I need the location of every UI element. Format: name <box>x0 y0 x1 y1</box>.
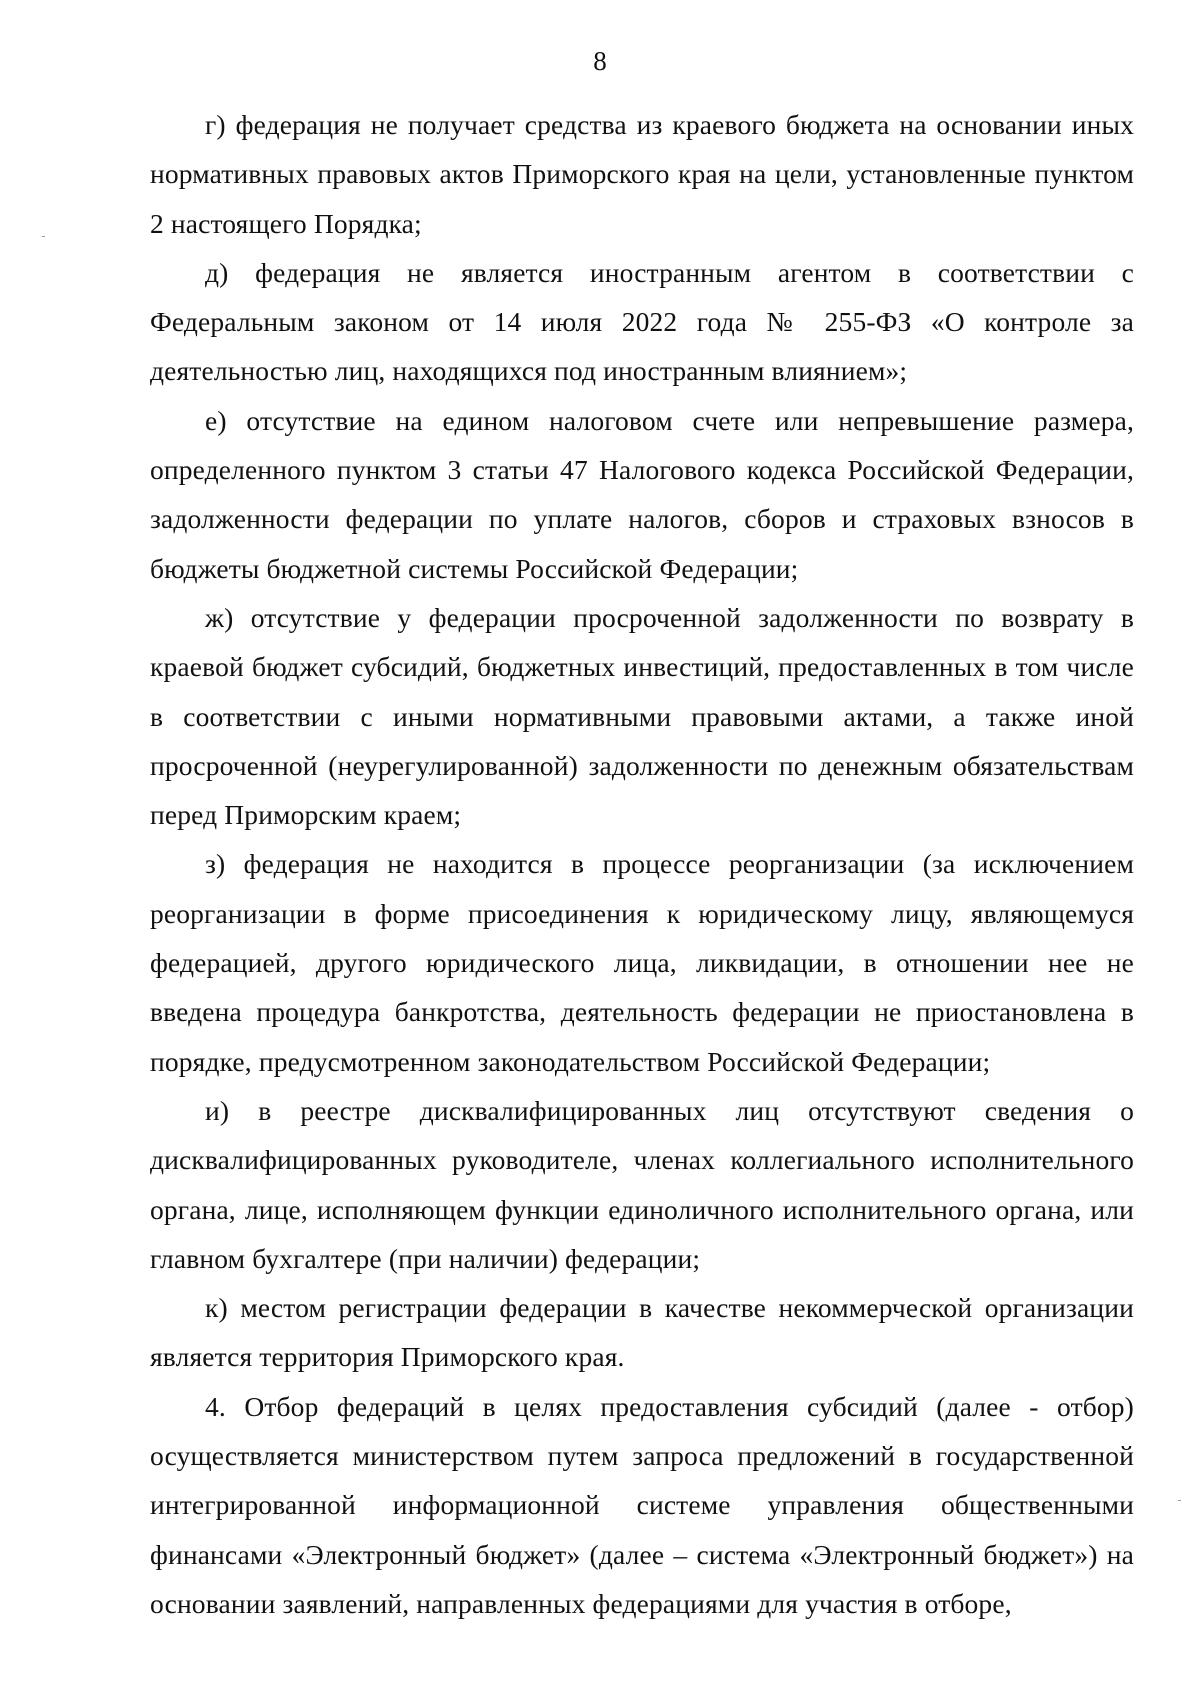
paragraph-e: е) отсутствие на едином налоговом счете или непревышение размера, определенного пунктом 3 статьи 47 Налогового кодекса Российской Федерации, задолженности федерации по уплате налогов, сборов и страховых взносов в бюджеты бюджетной системы Российской Федерации; <box>150 404 1134 584</box>
scan-speck <box>1178 1500 1181 1501</box>
paragraph-g: г) федерация не получает средства из краевого бюджета на основании иных нормативных правовых актов Приморского края на цели, установленные пунктом 2 настоящего Порядка; <box>150 109 1134 239</box>
scan-speck <box>42 236 45 237</box>
paragraph-zh: ж) отсутствие у федерации просроченной задолженности по возврату в краевой бюджет субсидий, бюджетных инвестиций, предоставленных в том числе в соответствии с иными нормативными правовыми актами, а также иной просроченной (неурегулированной) задолженности по денежным обязательствам перед Приморским краем; <box>150 601 1134 831</box>
page-number: 8 <box>593 46 607 76</box>
paragraph-4: 4. Отбор федераций в целях предоставления субсидий (далее - отбор) осуществляется министерством путем запроса предложений в государственной интегрированной информационной системе управления общественными финансами «Электронный бюджет» (далее – система «Электронный бюджет») на основании заявлений, направленных федерациями для участия в отборе, <box>150 1390 1134 1619</box>
paragraph-d: д) федерация не является иностранным агентом в соответствии с Федеральным законом от 14 июля 2022 года № 255-ФЗ «О контроле за деятельностью лиц, находящихся под иностранным влиянием»; <box>150 256 1134 387</box>
paragraph-i: и) в реестре дисквалифицированных лиц отсутствуют сведения о дисквалифицированных руководителе, членах коллегиального исполнительного органа, лице, исполняющем функции единоличного исполнительного органа, или главном бухгалтере (при наличии) федерации; <box>150 1094 1134 1274</box>
paragraph-z: з) федерация не находится в процессе реорганизации (за исключением реорганизации в форме присоединения к юридическому лицу, являющемуся федерацией, другого юридического лица, ликвидации, в отношении нее не введена процедура банкротства, деятельность федерации не приостановлена в порядке, предусмотренном законодательством Российской Федерации; <box>150 848 1134 1077</box>
document-body <box>150 100 1134 1628</box>
paragraph-k: к) местом регистрации федерации в качестве некоммерческой организации является территория Приморского края. <box>150 1292 1134 1373</box>
